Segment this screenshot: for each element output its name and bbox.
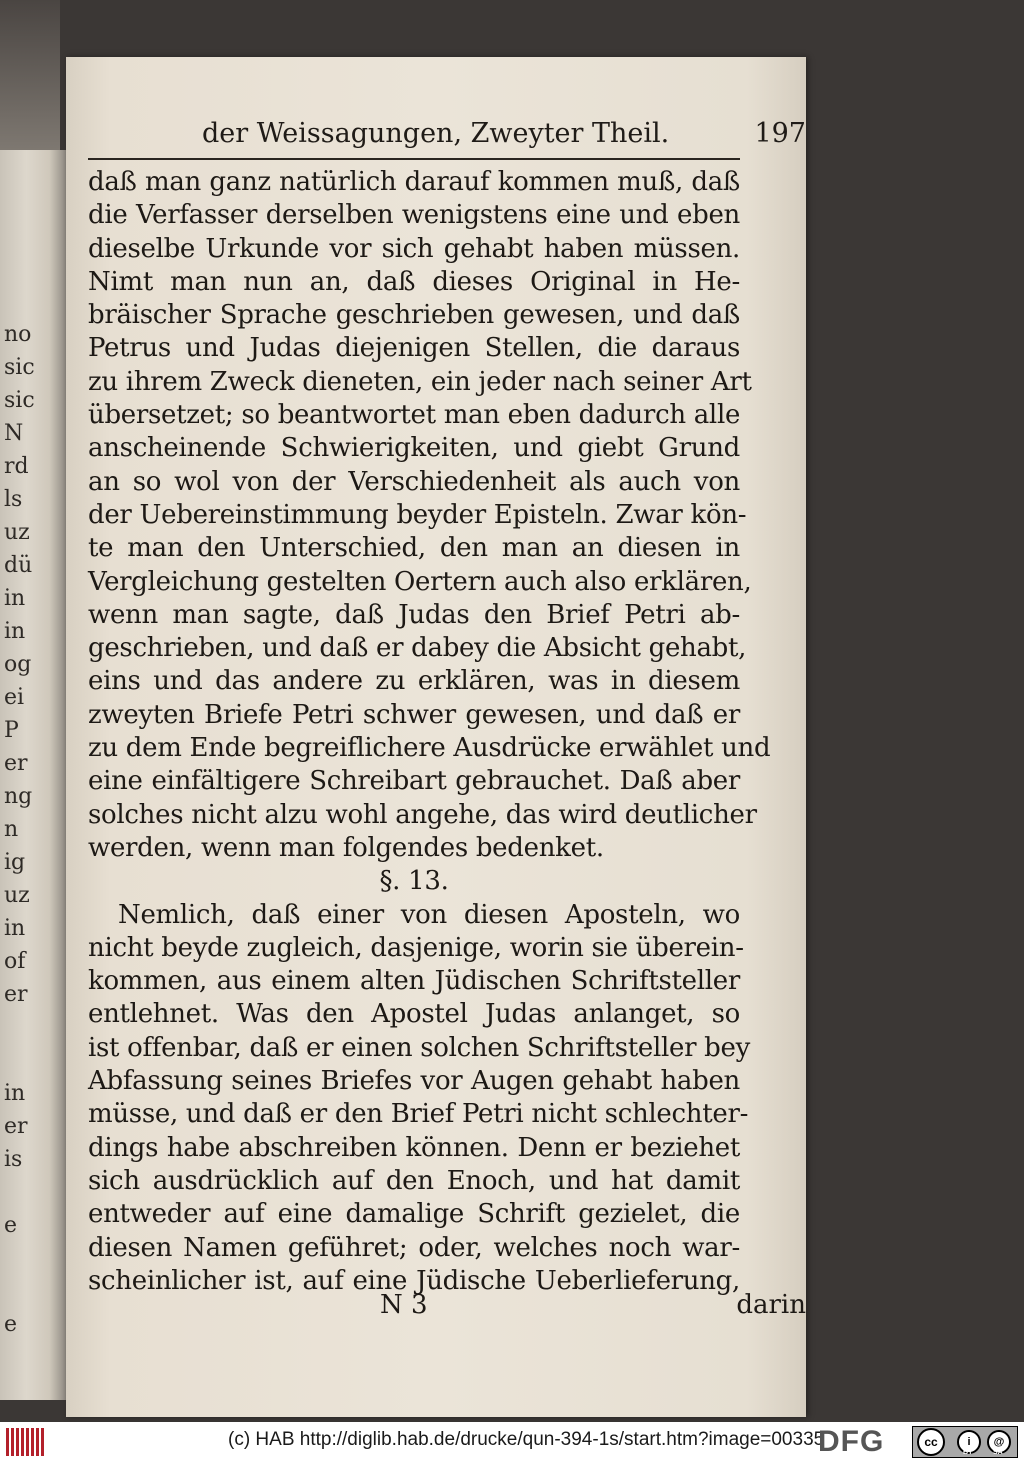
text-line: Vergleichung gestelten Oertern auch also erklären, xyxy=(88,566,752,597)
dfg-logo: DFG xyxy=(818,1425,885,1458)
text-line: sich ausdrücklich auf den Enoch, und hat damit xyxy=(88,1165,740,1196)
text-line: zweyten Briefe Petri schwer gewesen, und daß er xyxy=(88,699,740,730)
header-rule xyxy=(88,158,740,160)
text-line: solches nicht alzu wohl angehe, das wird deutlicher xyxy=(88,799,757,830)
facing-page-fragment: in xyxy=(4,916,26,941)
text-line: daß man ganz natürlich darauf kommen muß, daß xyxy=(88,167,740,197)
facing-page-fragment: dü xyxy=(4,553,33,578)
facing-page-fragment: rd xyxy=(4,454,29,479)
running-header xyxy=(140,118,806,158)
facing-page-fragment: of xyxy=(4,949,26,974)
attribution-icon: i xyxy=(957,1430,981,1454)
text-line: diesen Namen geführet; oder, welches noch war- xyxy=(88,1232,740,1263)
text-line: Nemlich, daß einer von diesen Aposteln, wo xyxy=(118,899,740,930)
signature-mark: N 3 xyxy=(380,1290,428,1320)
sa-label: SA xyxy=(993,1449,1003,1456)
text-line: Petrus und Judas diejenigen Stellen, die daraus xyxy=(88,333,740,364)
text-line: anscheinende Schwierigkeiten, und giebt Grund xyxy=(88,433,740,464)
credit-bar xyxy=(0,1422,1024,1462)
book-page xyxy=(66,57,806,1417)
text-line: die Verfasser derselben wenigstens eine und eben xyxy=(88,200,740,231)
text-line: ist offenbar, daß er einen solchen Schriftsteller bey xyxy=(88,1032,751,1063)
text-line: an so wol von der Verschiedenheit als auch von xyxy=(88,466,740,497)
facing-page-fragment: er xyxy=(4,751,28,776)
facing-page-fragment xyxy=(0,1044,40,1077)
facing-page-fragment: er xyxy=(4,982,28,1007)
text-line: dings habe abschreiben können. Denn er beziehet xyxy=(88,1132,740,1163)
hab-logo xyxy=(6,1428,46,1456)
text-line: eins und das andere zu erklären, was in diesem xyxy=(88,666,740,697)
text-line: Abfassung seines Briefes vor Augen gehabt haben xyxy=(88,1066,740,1097)
text-line: zu dem Ende begreiflichere Ausdrücke erwählet und xyxy=(88,733,771,764)
text-line: müsse, und daß er den Brief Petri nicht schlechter- xyxy=(88,1099,749,1130)
body-text xyxy=(88,166,771,1298)
page-number: 197 xyxy=(754,118,806,149)
facing-page-fragment: sic xyxy=(4,388,35,413)
facing-page-fragment: uz xyxy=(4,520,30,545)
creative-commons-icon: cc xyxy=(917,1428,945,1456)
facing-page-fragment: n xyxy=(4,817,19,842)
facing-page-fragment: ng xyxy=(4,784,33,809)
facing-page-fragment: sic xyxy=(4,355,35,380)
cc-license-badge[interactable] xyxy=(912,1426,1018,1458)
book-cover-shadow xyxy=(0,0,60,150)
facing-page-fragment: N xyxy=(4,421,24,446)
text-line: werden, wenn man folgendes bedenket. xyxy=(88,832,604,863)
facing-page-fragment: in xyxy=(4,619,26,644)
facing-page-fragment: in xyxy=(4,1081,26,1106)
text-line: te man den Unterschied, den man an diesen in xyxy=(88,533,740,564)
text-line: eine einfältigere Schreibart gebrauchet. Daß aber xyxy=(88,766,740,797)
facing-page-edge xyxy=(0,150,66,1400)
facing-page-fragment: ei xyxy=(4,685,25,710)
facing-page-fragment: og xyxy=(4,652,32,677)
text-line: scheinlicher ist, auf eine Jüdische Ueberlieferung, xyxy=(88,1265,740,1296)
facing-page-fragment: ls xyxy=(4,487,23,512)
facing-page-fragment xyxy=(0,1176,40,1209)
text-line: Nimt man nun an, daß dieses Original in He- xyxy=(88,266,740,297)
text-line: entweder auf eine damalige Schrift gezielet, die xyxy=(88,1199,740,1230)
facing-page-fragment: is xyxy=(4,1147,23,1172)
text-line: wenn man sagte, daß Judas den Brief Petri ab- xyxy=(88,599,740,630)
text-line: übersetzet; so beantwortet man eben dadurch alle xyxy=(88,400,741,431)
text-line: entlehnet. Was den Apostel Judas anlanget, so xyxy=(88,999,740,1030)
catchword: darin xyxy=(736,1290,806,1320)
facing-page-fragment xyxy=(0,1242,40,1275)
text-line: kommen, aus einem alten Jüdischen Schriftsteller xyxy=(88,966,740,997)
section-heading: §. 13. xyxy=(379,866,449,897)
facing-page-fragment: no xyxy=(4,322,32,347)
text-line: nicht beyde zugleich, dasjenige, worin sie überein- xyxy=(88,932,744,963)
page-footer xyxy=(380,1290,806,1326)
facing-page-fragment: in xyxy=(4,586,26,611)
text-line: bräischer Sprache geschrieben gewesen, und daß xyxy=(88,300,740,331)
facing-page-fragment: er xyxy=(4,1114,28,1139)
text-line: dieselbe Urkunde vor sich gehabt haben müssen. xyxy=(88,233,740,264)
text-line: zu ihrem Zweck dieneten, ein jeder nach seiner Art xyxy=(88,366,752,397)
facing-page-fragment: P xyxy=(4,718,19,743)
by-label: BY xyxy=(963,1449,973,1456)
share-alike-icon: @ xyxy=(987,1430,1011,1454)
facing-page-fragment: e xyxy=(4,1312,18,1337)
facing-page-fragment xyxy=(0,1011,40,1044)
credit-link[interactable]: (c) HAB http://diglib.hab.de/drucke/qun-394-1s/start.htm?image=00335 xyxy=(228,1429,825,1450)
facing-page-fragment xyxy=(0,1275,40,1308)
facing-page-text-fragments xyxy=(0,318,40,1341)
text-line: der Uebereinstimmung beyder Episteln. Zwar kön- xyxy=(88,499,747,530)
facing-page-fragment: ig xyxy=(4,850,26,875)
facing-page-fragment: e xyxy=(4,1213,18,1238)
running-title: der Weissagungen, Zweyter Theil. xyxy=(202,118,670,149)
facing-page-fragment: uz xyxy=(4,883,30,908)
text-line: geschrieben, und daß er dabey die Absicht gehabt, xyxy=(88,633,747,664)
